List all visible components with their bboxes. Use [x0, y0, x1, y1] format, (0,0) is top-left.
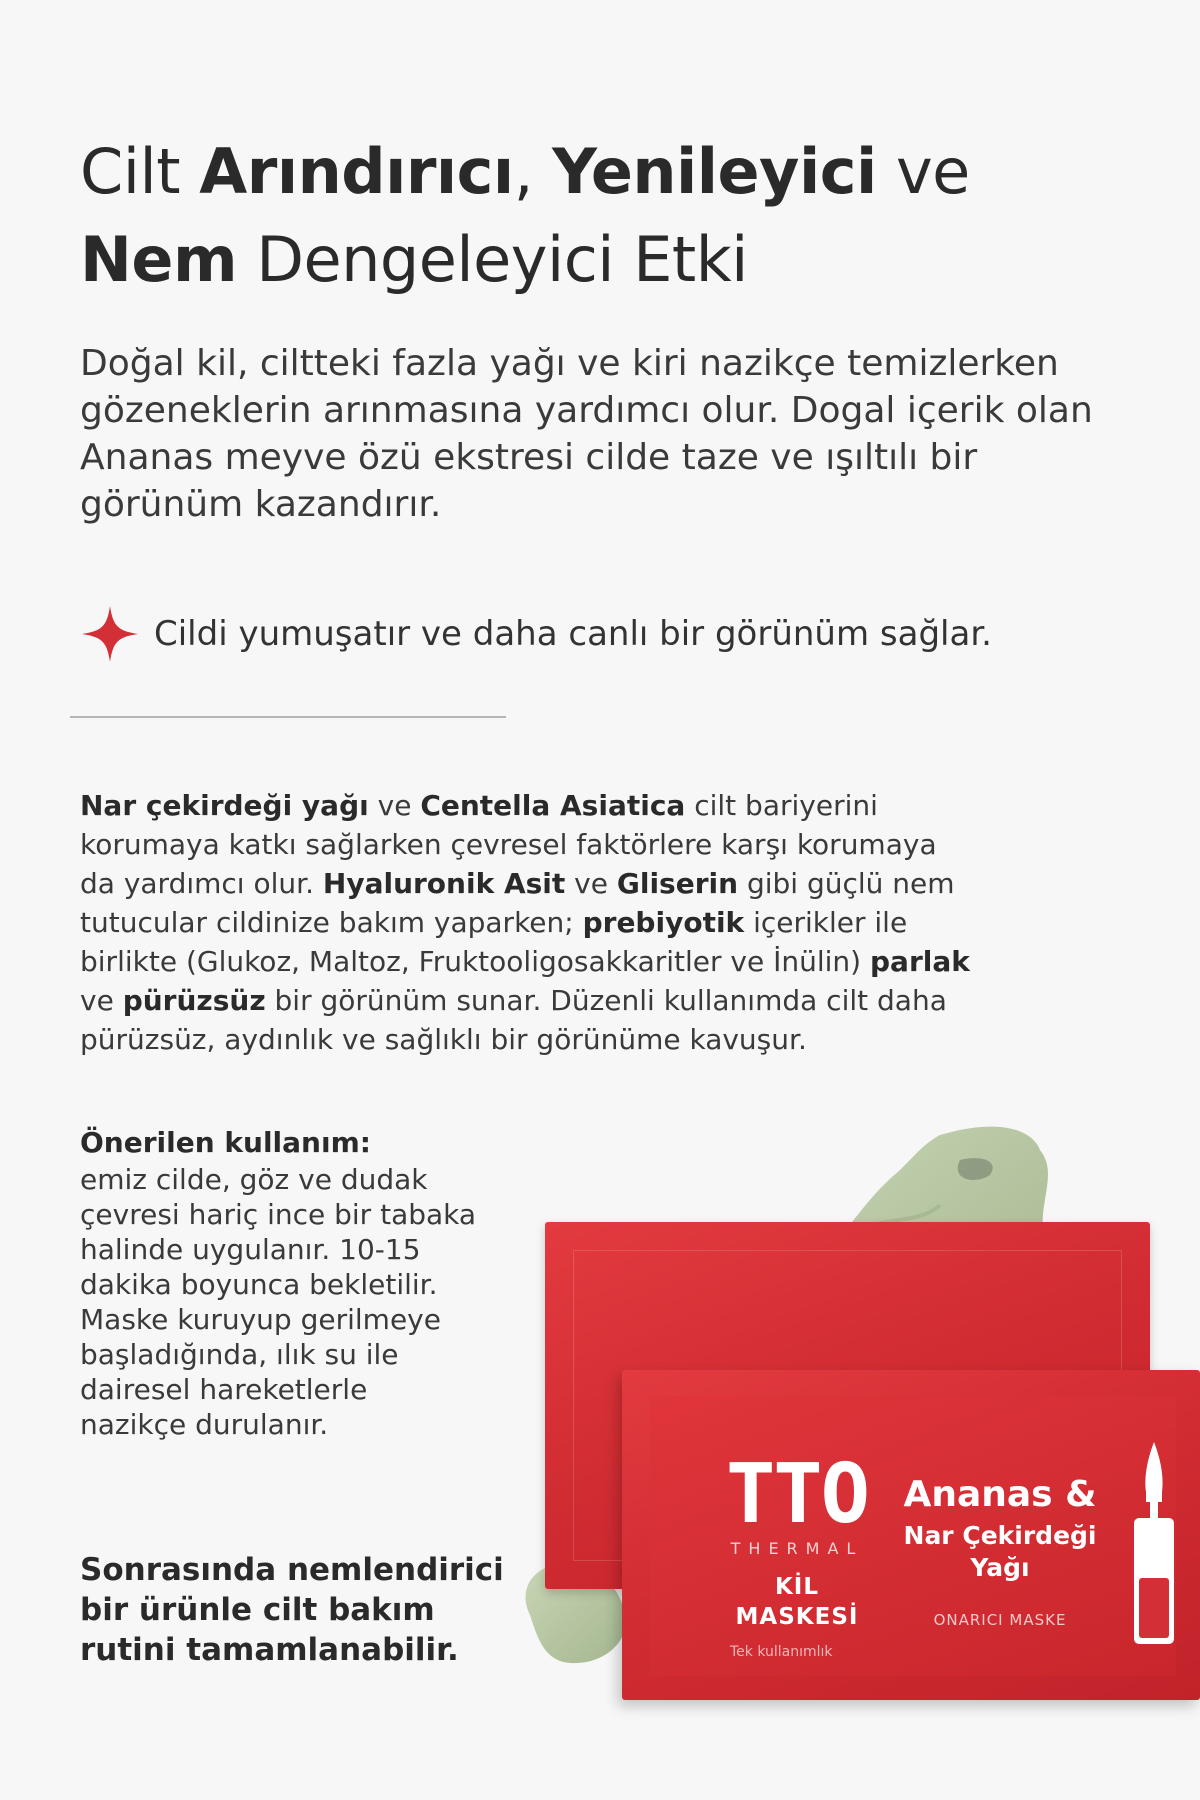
product-subtitle: ONARICI MASKE [933, 1611, 1067, 1629]
ingredient-prebiotic: prebiyotik [582, 906, 745, 939]
usage-section [80, 1124, 480, 1442]
headline-part-1: Cilt [80, 135, 200, 208]
flavor-block [900, 1474, 1100, 1630]
benefit-smooth: pürüzsüz [122, 984, 266, 1017]
ampoule-icon [1128, 1440, 1180, 1650]
single-use-label: Tek kullanımlık [730, 1644, 833, 1660]
benefit-bullet [80, 602, 1120, 666]
sparkle-icon [80, 604, 140, 664]
usage-text: emiz cilde, göz ve dudak çevresi hariç ince bir tabaka halinde uygulanır. 10-15 dakika boyunca bekletilir. Maske kuruyup gerilmeye başladığında, ılık su ile dairesel hareketlerle nazikçe durulanır. [80, 1163, 477, 1441]
usage-title: Önerilen kullanım: [80, 1126, 371, 1159]
ingredients-text: gibi güçlü nem tutucular cildinize bakım yaparken; [80, 867, 955, 939]
headline-bold-2: Yenileyici [552, 135, 877, 208]
ingredients-text: içerikler ile birlikte (Glukoz, Maltoz, Fruktooligosakkaritler ve İnülin) [80, 906, 908, 978]
headline-bold-3: Nem [80, 223, 238, 296]
flavor-line-2: Nar Çekirdeği Yağı [903, 1521, 1097, 1582]
page-headline [80, 128, 1140, 304]
brand-logo: TTO [725, 1447, 869, 1542]
ingredients-paragraph [80, 786, 980, 1059]
brand-block [712, 1447, 882, 1632]
ingredients-text: ve [80, 984, 123, 1017]
ingredient-hyaluronic: Hyaluronik Asit [322, 867, 566, 900]
section-divider [70, 716, 506, 718]
benefit-text: Cildi yumuşatır ve daha canlı bir görünüm sağlar. [154, 614, 992, 654]
headline-bold-1: Arındırıcı [199, 135, 514, 208]
ingredients-text: ve [565, 867, 617, 900]
product-sachet-front [622, 1370, 1200, 1700]
ingredient-centella: Centella Asiatica [420, 789, 686, 822]
sachet-front-panel [650, 1396, 1176, 1676]
ingredients-text: ve [368, 789, 421, 822]
headline-part-2: , [513, 135, 553, 208]
headline-part-4: Dengeleyici Etki [237, 223, 748, 296]
headline-part-3: ve [876, 135, 970, 208]
product-type: KİL MASKESİ [735, 1574, 859, 1630]
benefit-bright: parlak [870, 945, 970, 978]
ingredient-pomegranate: Nar çekirdeği yağı [80, 789, 369, 822]
intro-paragraph: Doğal kil, ciltteki fazla yağı ve kiri nazikçe temizlerken gözeneklerin arınmasına yardımcı olur. Dogal içerik olan Ananas meyve özü ekstresi cilde taze ve ışıltılı bir görünüm kazandırır. [80, 343, 1093, 525]
closing-text: Sonrasında nemlendirici bir ürünle cilt bakım rutini tamamlanabilir. [80, 1552, 504, 1668]
ingredients-text: bir görünüm sunar. Düzenli kullanımda cilt daha pürüzsüz, aydınlık ve sağlıklı bir görünüme kavuşur. [80, 984, 947, 1056]
ingredient-glycerin: Gliserin [616, 867, 739, 900]
flavor-line-1: Ananas & [903, 1474, 1097, 1515]
brand-subtitle: THERMAL [730, 1539, 864, 1558]
ingredients-text: cilt bariyerini korumaya katkı sağlarken çevresel faktörlere karşı korumaya da yardımcı olur. [80, 789, 937, 900]
